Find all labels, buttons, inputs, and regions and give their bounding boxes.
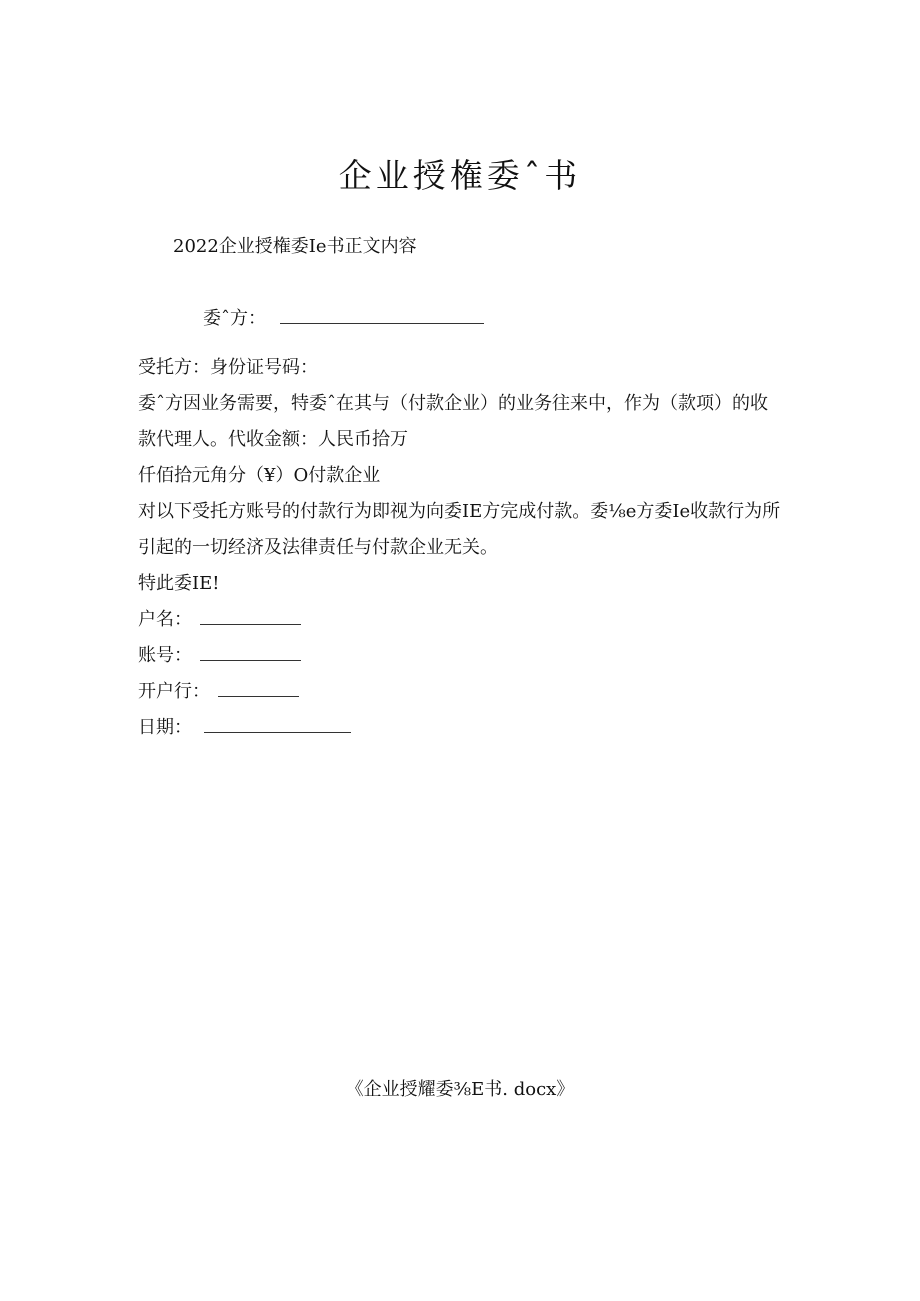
paragraph-1-line-3: 仟佰拾元角分（¥）O付款企业 — [138, 465, 381, 486]
delegator-label: 委ˆ方： — [203, 308, 266, 329]
account-name-blank — [200, 608, 301, 625]
document-footer: 《企业授耀委⅜E书. docx》 — [345, 1079, 575, 1100]
account-name-line — [138, 605, 301, 631]
account-number-blank — [200, 644, 301, 661]
bank-blank — [218, 680, 299, 697]
delegator-line — [203, 304, 484, 330]
document-title: 企业授権委ˆ书 — [338, 156, 582, 195]
account-number-label: 账号： — [138, 645, 192, 666]
trustee-line: 受托方：身份证号码： — [138, 357, 318, 378]
paragraph-1-line-1: 委ˆ方因业务需要，特委ˆ在其与（付款企业）的业务往来中，作为（款项）的收 — [138, 393, 768, 414]
paragraph-1-line-2: 款代理人。代收金额：人民币拾万 — [138, 429, 408, 450]
paragraph-2-line-2: 引起的一切经济及法律责任与付款企业无关。 — [138, 537, 498, 558]
document-subtitle: 2022企业授権委Ie书正文内容 — [173, 236, 417, 257]
account-name-label: 户名： — [138, 609, 192, 630]
account-number-line — [138, 641, 301, 667]
date-blank — [204, 716, 351, 733]
date-line — [138, 713, 351, 739]
closing-line: 特此委IE! — [138, 573, 220, 594]
delegator-blank — [280, 307, 484, 324]
paragraph-2-line-1: 对以下受托方账号的付款行为即视为向委IE方完成付款。委⅛e方委Ie收款行为所 — [138, 501, 781, 522]
bank-label: 开户行： — [138, 681, 210, 702]
bank-line — [138, 677, 299, 703]
date-label: 日期： — [138, 717, 192, 738]
